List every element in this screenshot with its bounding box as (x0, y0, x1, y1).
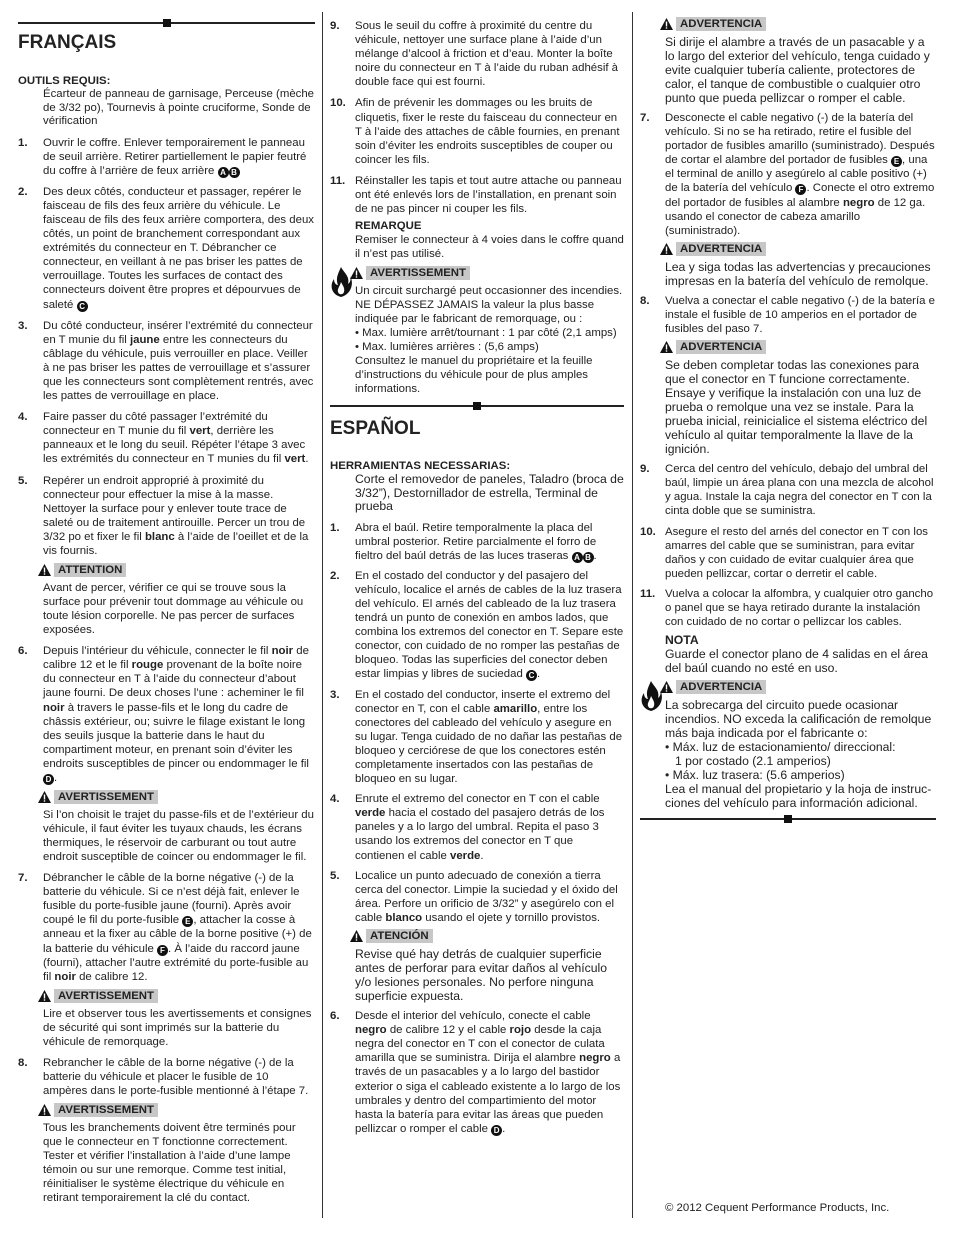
step-11: 11. Réinstaller les tapis et tout autre attache ou panneau ont été enlevés lors de l’installation, en prenant soin de ne pas pincer ni couper les fils. (330, 174, 622, 216)
step-10: 10. Afin de prévenir les dommages ou les bruits de cliquetis, fixer le reste du faisceau du connecteur en T à l’aide des attaches de câble fournies, en prenant soin d’éviter les endroits susceptibles de couper ou coincer les fils. (330, 97, 620, 166)
step-3: 3. Du côté conducteur, insérer l’extrémité du connecteur en T munie du fil jaune entre les connecteurs du câblage du véhicule, puis verrouiller en place. Veiller à ne pas briser les pattes de verrouillage et s’assurer que les connecteurs sont complètement rentrés, avec les pattes de verrouillage en place. (18, 319, 314, 403)
step-5: 5. Localice un punto adecuado de conexión a tierra cerca del conector. Limpie la suciedad y el óxido del área. Perfore un orificio de 3/32” y asegúrelo con el cable blanco usando el ojete y tornillo provistos. (330, 869, 618, 924)
note-label: NOTA (665, 633, 699, 648)
warning-label: ADVERTENCIA (660, 242, 766, 256)
warning-text: Avant de percer, vérifier ce qui se trouve sous la surface pour prévenir tout dommage au véhicule ou toute lésion corporelle. Ne pas percer de surfaces exposées. (43, 582, 304, 637)
warning-text: Si l’on choisit le trajet du passe-fils et de l’extérieur du véhicule, il faut éviter les tuyaux chauds, les écrans thermiques, le réservoir de carburant ou tout autre endroit susceptible de coincer ou endommager le fil. (43, 809, 314, 864)
marker-a-icon: A (572, 552, 583, 563)
warning-label: ADVERTENCIA (660, 680, 766, 694)
section-rule (330, 405, 624, 407)
note-text: Guarde el conector plano de 4 salidas en el área del baúl cuando no esté en uso. (665, 647, 928, 676)
marker-c-icon: C (77, 301, 88, 312)
steps-list (18, 136, 315, 559)
steps-list (18, 1056, 315, 1098)
warning-text: Se deben completar todas las conexiones para que el conector en T funcione correctamente. Ensaye y verifique la instalación con una luz de prueba o remolque una vez se instale. Para la prueba inicial, reinicialice el sistema eléctrico del vehículo al quitar temporalmente la llave de la ignición. (665, 358, 928, 457)
warning-text: La sobrecarga del circuito puede ocasionar incendios. NO exceda la calificación de remolque más baja indicada por el fabricante o: • Máx. luz de estacionamiento/ direccional: 1 por costado (2.1 amperios) • Máx. luz trasera: (5.6 amperios) Lea el manual del propietario y la hoja de instruc-ciones del vehículo para información adicional. (665, 698, 932, 811)
step-1: 1. Abra el baúl. Retire temporalmente la placa del umbral posterior. Retire parcialmente el forro de fieltro del baúl detrás de las luces traseras A B . (330, 521, 597, 562)
warning-triangle-icon (660, 18, 673, 30)
warning-text: Tous les branchements doivent être terminés pour que le connecteur en T fonctionne correctement. Tester et vérifier l’installation à l’aide d’une lampe témoin ou sur une remorque. Comme test initial, réinitialiser le système électrique du véhicule en retirant temporairement la clé du contact. (43, 1122, 296, 1205)
marker-d-icon: D (43, 774, 54, 785)
marker-f-icon: F (157, 945, 168, 956)
step-6: 6. Depuis l’intérieur du véhicule, connecter le fil noir de calibre 12 et le fil rouge provenant de la boîte noire du connecteur en T à l’aide du connecteur d’about jaune fourni. De deux choses l’une : acheminer le fil noir à travers le passe-fils et le long du cadre de châssis extérieur, ou; suivre le filage existant le long des seuils jusque la batterie dans le haut du compartiment moteur, en prenant soin d’éviter les endroits susceptibles de pincer ou endommager le fil D . (18, 645, 309, 784)
fire-warning (640, 680, 936, 810)
warning-label: ADVERTENCIA (660, 340, 766, 354)
marker-a-icon: A (218, 167, 229, 178)
step-6: 6. Desde el interior del vehículo, conecte el cable negro de calibre 12 y el cable rojo desde la caja negra del conector en T con el conector de culata amarilla que se suministra. Dirija el alambre negro a través de un pasacables y a lo largo del bastidor exterior o siga el cableado existente a lo largo de los umbrales y dentro del compartimiento del motor hasta la batería para evitar las áreas que pueden pellizcar o romper el cable D . (330, 1010, 621, 1135)
french-column (18, 0, 315, 1205)
warning-text: Lire et observer tous les avertissements et consignes de sécurité qui sont imprimés sur la batterie du véhicule de remorquage. (43, 1007, 312, 1048)
warning-label: AVERTISSEMENT (38, 790, 158, 804)
marker-c-icon: C (526, 670, 537, 681)
step-4: 4. Faire passer du côté passager l’extrémité du connecteur en T munie du fil vert, derrière les panneaux et le long du seuil. Répéter l’étape 3 avec les extrémités du connecteur en T munies du fil vert. (18, 411, 309, 466)
tools-text: Corte el removedor de paneles, Taladro (broca de 3/32”), Destornillador de estrella, Terminal de prueba (355, 472, 624, 513)
note-text: Remiser le connecteur à 4 voies dans le coffre quand il n’est pas utilisé. (355, 234, 624, 260)
section-rule (640, 818, 936, 820)
warning-label: ATTENTION (38, 563, 126, 577)
steps-list (330, 521, 624, 926)
warning-triangle-icon (38, 791, 51, 803)
warning-label: AVERTISSEMENT (38, 989, 158, 1003)
warning-triangle-icon (660, 341, 673, 353)
step-5: 5. Repérer un endroit approprié à proximité du connecteur pour effectuer la mise à la masse. Nettoyer la surface pour y enlever toute trace de saleté ou de traitement antirouille. Percer un trou de 3/32 po et fixer le fil blanc à l’aide de l’oeillet et de la vis fournis. (18, 474, 309, 558)
fire-warning (330, 266, 624, 396)
step-2: 2. Des deux côtés, conducteur et passager, repérer le faisceau de fils des feux arrière du véhicule. Le faisceau de fils des feux arrière comportera, des deux côtés, un point de branchement correspondant aux extrémités du connecteur en T. Débrancher ce connecteur, en veillant à ne pas briser les pattes de verrouillage. Toutes les surfaces de contact des connecteurs doivent être propres et dépourvues de saleté C (18, 185, 314, 311)
fire-hazard-icon (330, 266, 352, 298)
steps-list (18, 871, 315, 984)
steps-list (640, 462, 936, 629)
step-9: 9. Cerca del centro del vehículo, debajo del umbral del baúl, limpie un área plana con una mezcla de alcohol y agua. Instale la caja negra del conector en T con la cinta doble que se suministra. (640, 463, 934, 518)
warning-text: Si dirije el alambre a través de un pasacable y a lo largo del exterior del vehículo, tenga cuidado y evite cualquier tubería caliente, protectores de calor, el tanque de combustible o cualquier otro punto que pueda pellizcar o romper el cable. (665, 35, 930, 105)
steps-list (640, 111, 936, 238)
steps-list (330, 19, 624, 223)
tools-text: Écarteur de panneau de garnisage, Perceuse (mèche de 3/32 po), Tournevis à pointe cruciforme, Sonde de vérification (43, 88, 315, 127)
step-9: 9. Sous le seuil du coffre à proximité du centre du véhicule, nettoyer une surface plane à l’aide d’un mélange d’alcool à friction et d’eau. Monter la boîte noire du connecteur en T à l’aide du ruban adhésif à double face qui est fourni. (330, 20, 619, 89)
step-8: 8. Rebrancher le câble de la borne négative (-) de la batterie du véhicule et placer le fusible de 10 ampères dans le porte-fusible mentionné à l’étape 7. (18, 1056, 309, 1097)
copyright-text: © 2012 Cequent Performance Products, Inc. (665, 1202, 890, 1214)
step-10: 10. Asegure el resto del arnés del conector en T con los amarres del cable que se suministran, para evitar daños y con cuidado de evitar cualquier área que pueden pellizcar, cortar o derretir el cable. (640, 525, 928, 580)
marker-f-icon: F (795, 184, 806, 195)
tools-label: HERRAMIENTAS NECESSARIAS: (330, 460, 511, 472)
warning-text: Lea y siga todas las advertencias y precauciones impresas en la batería del vehículo de remolque. (665, 259, 931, 288)
warning-triangle-icon (350, 930, 363, 942)
step-11: 11. Vuelva a colocar la alfombra, y cualquier otro gancho o panel que se haya retirado durante la instalación con cuidado de no cortar o pellizcar los cables. (640, 587, 934, 629)
step-3: 3. En el costado del conductor, inserte el extremo del conector en T, con el cable amarillo, entre los conectores del cableado del vehículo y asegure en su lugar. Tenga cuidado de no dañar las pestañas de bloqueo y cerciórese de que los conectores estén completamente insertados con las pestañas de bloqueo en su lugar. (330, 688, 623, 786)
step-7: 7. Débrancher le câble de la borne négative (-) de la batterie du véhicule. Si ce n’est déjà fait, enlever le fusible du porte-fusible jaune (fourni). Après avoir coupé le fil du porte-fusible E , attacher la cosse à anneau et la fixer au câble de la borne positive (+) de la batterie du véhicule F . À l’aide du raccord jaune (fourni), attacher l’autre extrémité du porte-fusible au fil noir de calibre 12. (18, 872, 312, 983)
warning-triangle-icon (38, 990, 51, 1002)
section-title-spanish: ESPAÑOL (330, 418, 421, 439)
step-4: 4. Enrute el extremo del conector en T con el cable verde hacia el costado del pasajero detrás de los paneles y a lo largo del umbral. Repita el paso 3 usando los extremos del conector en T que contienen el cable verde. (330, 793, 605, 862)
tools-label: OUTILS REQUIS: (18, 75, 111, 87)
step-7: 7. Desconecte el cable negativo (-) de la batería del vehículo. Si no se ha retirado, retire el fusible del portador de fusibles amarillo (suministrado). Después de cortar el alambre del portador de fusibles E , una el terminal de anillo y asegúrelo al cable positivo (+) de la batería del vehículo F . Conecte el otro extremo del portador de fusibles al alambre negro de 12 ga. usando el conector de cabeza amarillo (suministrado). (640, 112, 935, 237)
warning-label: ATENCIÓN (350, 929, 433, 943)
warning-label: AVERTISSEMENT (350, 266, 470, 280)
warning-triangle-icon (660, 243, 673, 255)
column-divider-left (322, 12, 323, 1218)
marker-e-icon: E (182, 916, 193, 927)
marker-b-icon: B (583, 552, 594, 563)
warning-label: AVERTISSEMENT (38, 1103, 158, 1117)
warning-triangle-icon (38, 564, 51, 576)
note-label: REMARQUE (355, 220, 422, 232)
warning-text: Un circuit surchargé peut occasionner des incendies. NE DÉPASSEZ JAMAIS la valeur la plus basse indiquée par le fabricant de remorquage, ou : • Max. lumière arrêt/tournant : 1 par côté (2,1 amps) • Max. lumières arrières : (5,6 amps) Consultez le manuel du propriétaire et la feuille d’instructions du véhicule pour de plus amples informations. (355, 285, 623, 395)
steps-list (18, 644, 315, 785)
steps-list (330, 1009, 624, 1136)
marker-b-icon: B (229, 167, 240, 178)
steps-list (640, 294, 936, 336)
warning-label: ADVERTENCIA (660, 17, 766, 31)
step-2: 2. En el costado del conductor y del pasajero del vehículo, localice el arnés de cables de la luz trasera del vehículo. El arnés del cableado de la luz trasera tendrá un punto de conexión en ambos lados, que combina los extremos del conector en T. Separe este conector, con cuidado de no romper las pestañas de bloqueo. Todas las superficies del conector deben estar limpias y libres de suciedad C . (330, 569, 624, 681)
step-1: 1. Ouvrir le coffre. Enlever temporairement le panneau de seuil arrière. Retirer partiellement le papier feutré du coffre à l’arrière de feux arrière A B (18, 136, 307, 177)
column-divider-right (632, 12, 633, 1218)
section-title-french: FRANÇAIS (18, 32, 117, 53)
section-rule (18, 22, 315, 24)
warning-triangle-icon (38, 1104, 51, 1116)
step-8: 8. Vuelva a conectar el cable negativo (-) de la batería e instale el fusible de 10 amperios en el portador de fusibles del paso 7. (640, 294, 935, 336)
marker-d-icon: D (491, 1125, 502, 1136)
warning-text: Revise qué hay detrás de cualquier superficie antes de perforar para evitar daños al vehículo y/o lesiones personales. No perfore ninguna superficie expuesta. (355, 947, 608, 1004)
marker-e-icon: E (891, 156, 902, 167)
fire-hazard-icon (640, 680, 662, 712)
